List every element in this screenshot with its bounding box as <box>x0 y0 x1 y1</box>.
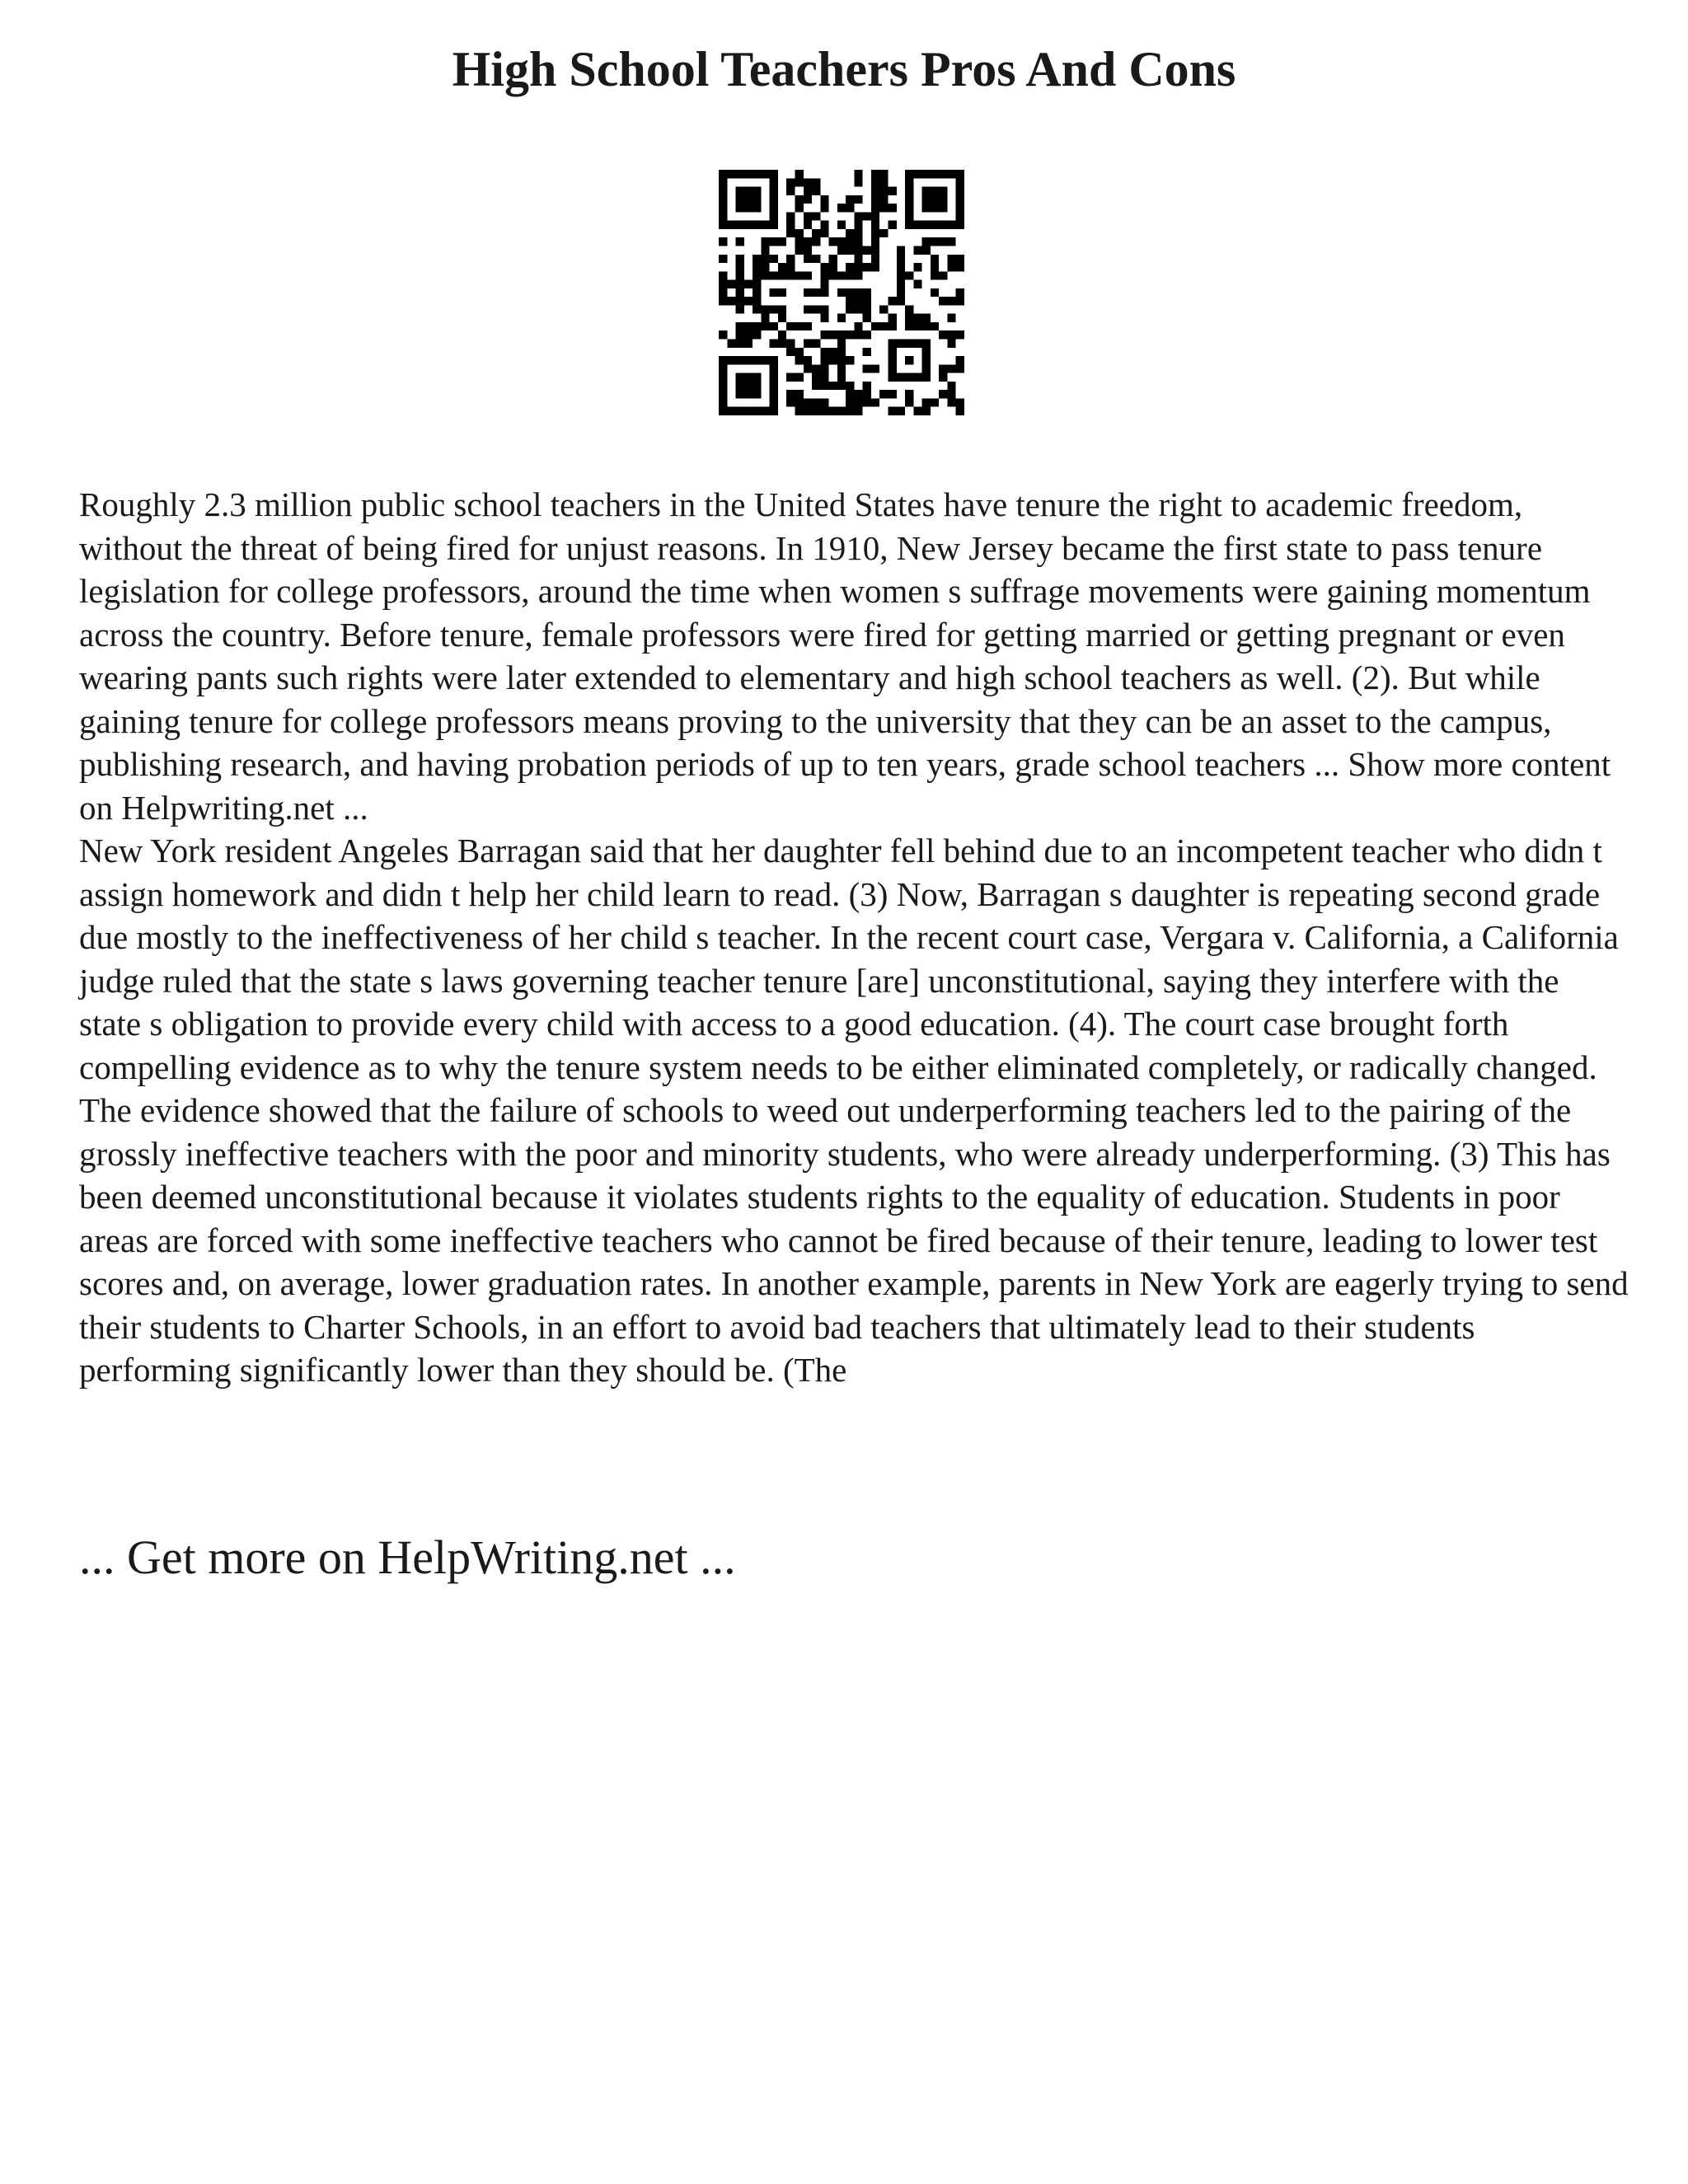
get-more-link[interactable]: ... Get more on HelpWriting.net ... <box>79 1530 736 1584</box>
page-title: High School Teachers Pros And Cons <box>452 42 1236 96</box>
article-paragraph-2: New York resident Angeles Barragan said that her daughter fell behind due to an incompetent teacher who didn t assign homework and didn t help her child learn to read. (3) Now, Barragan s daughter is repeating second grade due mostly to the ineffectiveness of her child s teacher. In the recent court case, Vergara v. California, a California judge ruled that the state s laws governing teacher tenure [are] unconstitutional, saying they interfere with the state s obligation to provide every child with access to a good education. (4). The court case brought forth compelling evidence as to why the tenure system needs to be either eliminated completely, or radically changed. The evidence showed that the failure of schools to weed out underperforming teachers led to the pairing of the grossly ineffective teachers with the poor and minority students, who were already underperforming. (3) This has been deemed unconstitutional because it violates students rights to the equality of education. Students in poor areas are forced with some ineffective teachers who cannot be fired because of their tenure, leading to lower test scores and, on average, lower graduation rates. In another example, parents in New York are eagerly trying to send their students to Charter Schools, in an effort to avoid bad teachers that ultimately lead to their students performing significantly lower than they should be. (The <box>79 832 1629 1389</box>
article-body <box>79 483 1629 1392</box>
qr-code-icon <box>719 170 964 415</box>
article-paragraph-1: Roughly 2.3 million public school teachers in the United States have tenure the right to academic freedom, without the threat of being fired for unjust reasons. In 1910, New Jersey became the first state to pass tenure legislation for college professors, around the time when women s suffrage movements were gaining momentum across the country. Before tenure, female professors were fired for getting married or getting pregnant or even wearing pants such rights were later extended to elementary and high school teachers as well. (2). But while gaining tenure for college professors means proving to the university that they can be an asset to the campus, publishing research, and having probation periods of up to ten years, grade school teachers ... Show more content on Helpwriting.net ... <box>79 485 1611 827</box>
